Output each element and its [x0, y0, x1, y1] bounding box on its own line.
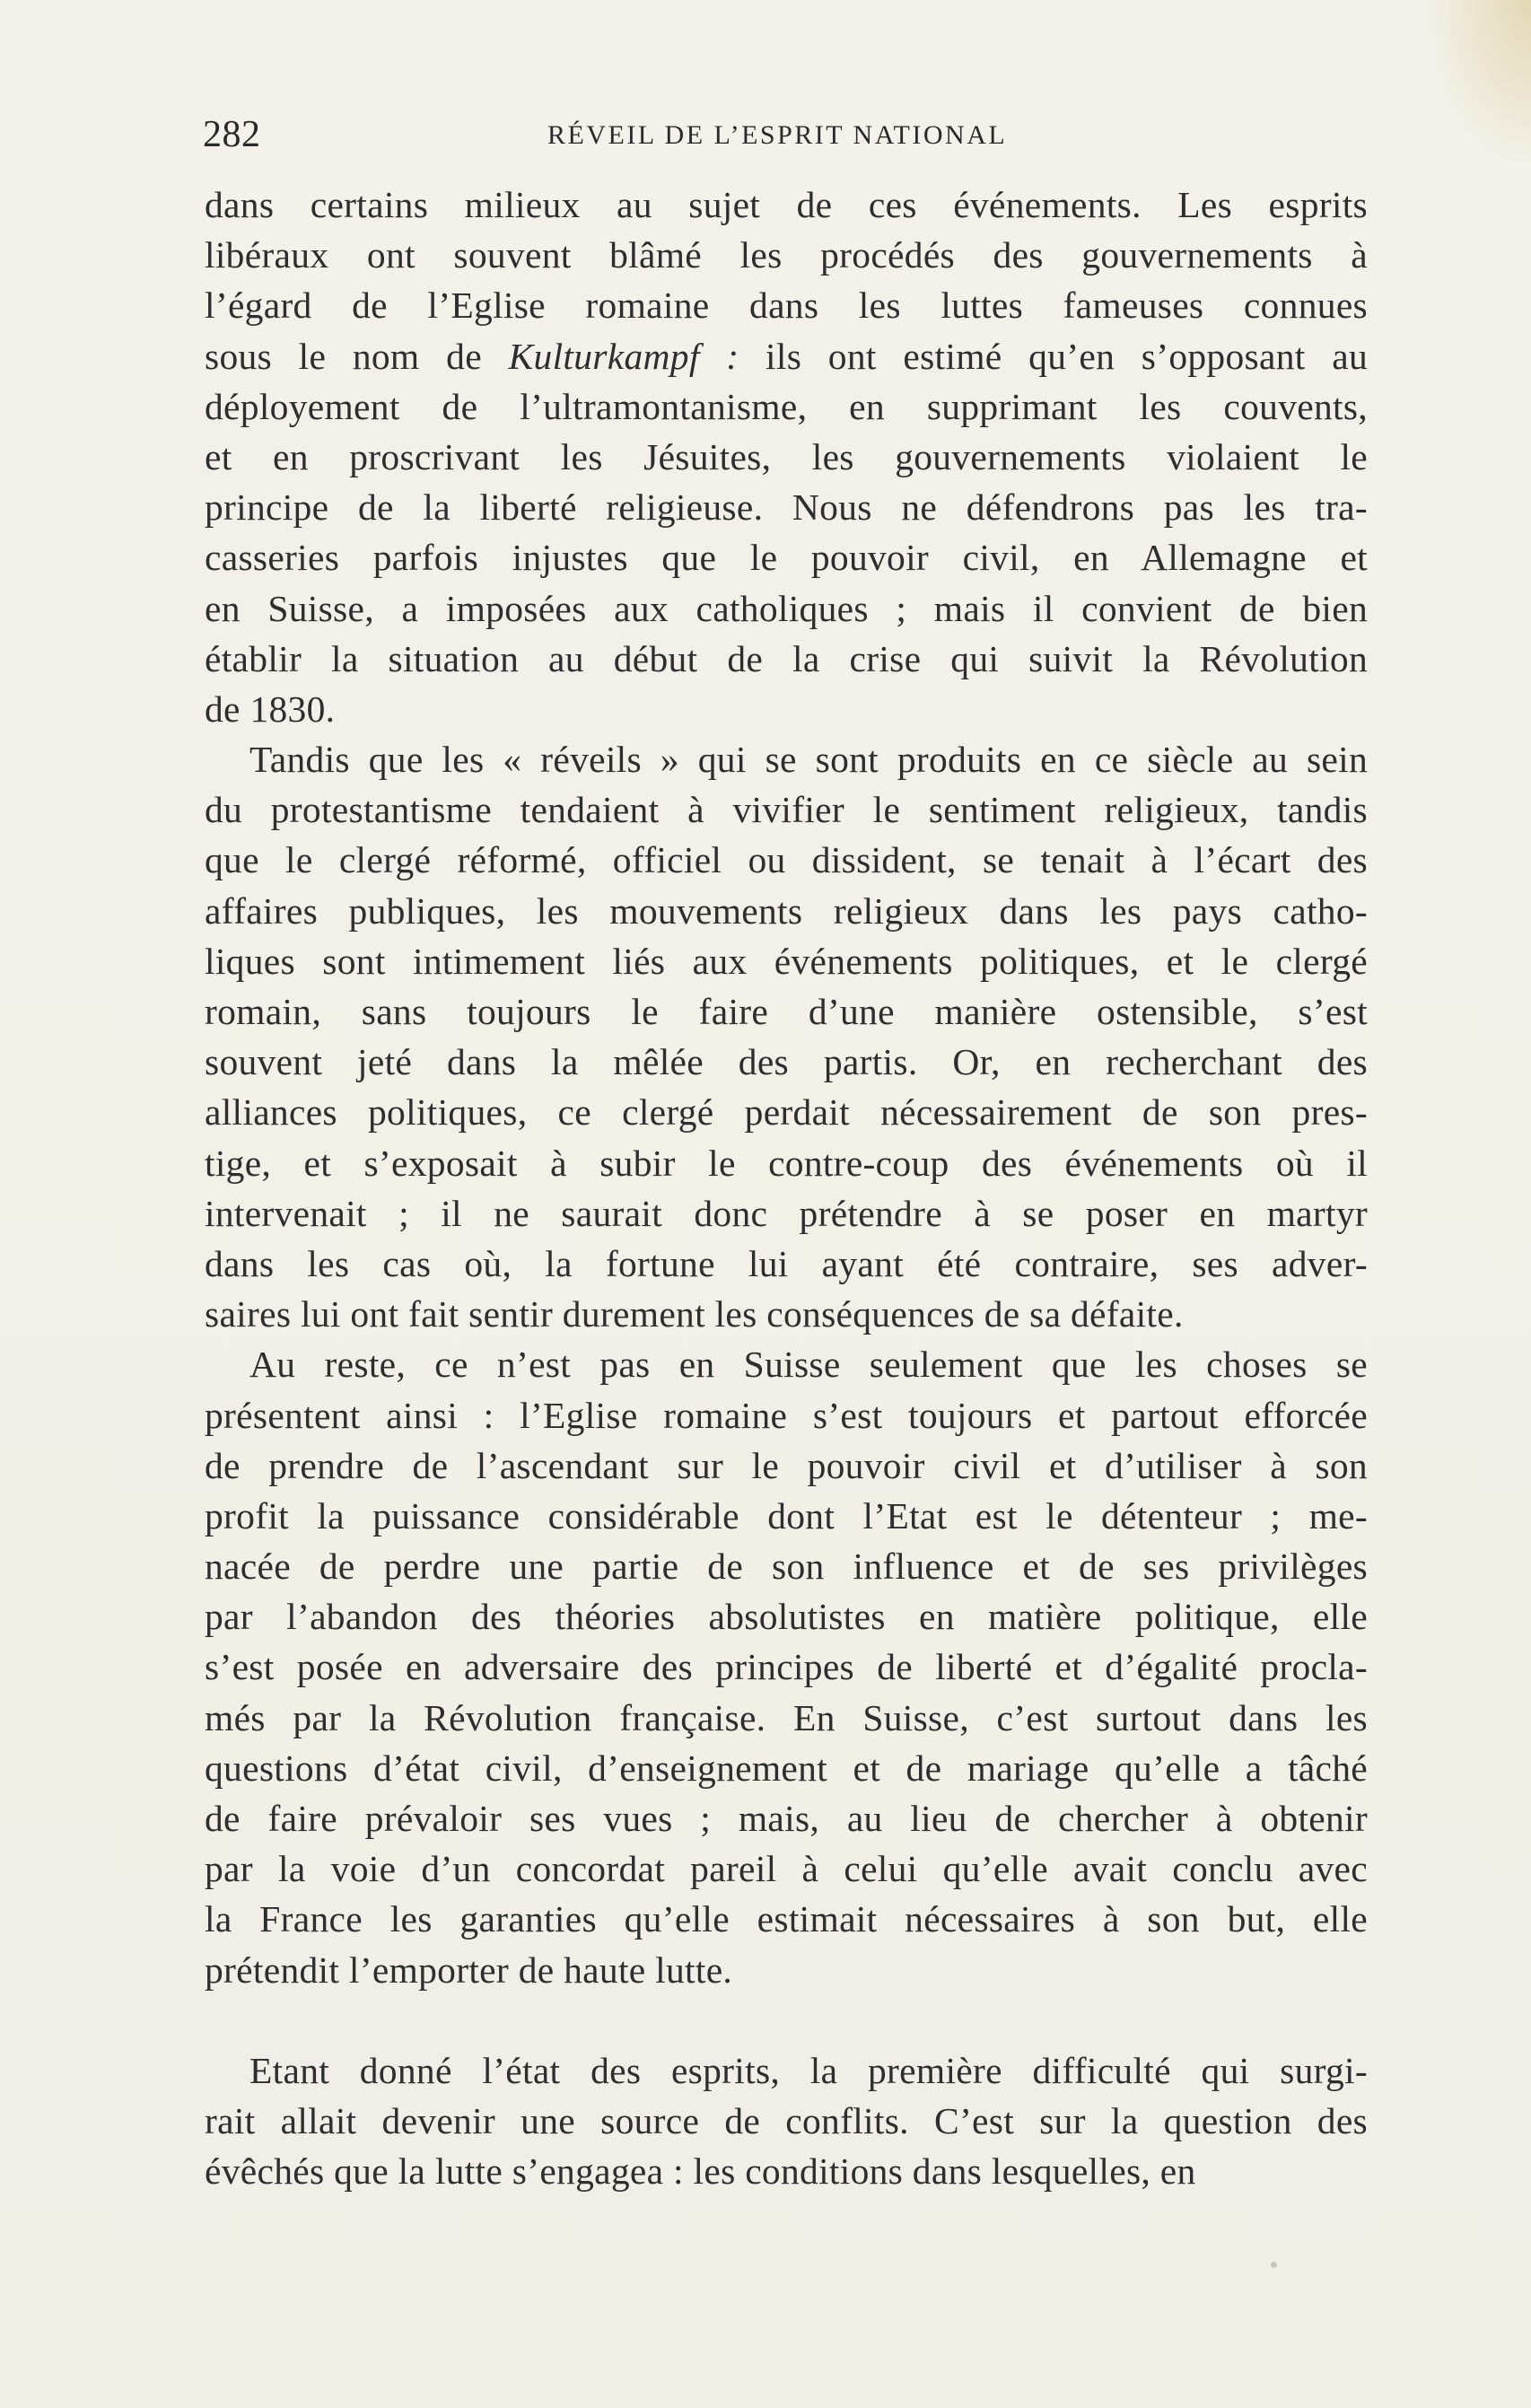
paragraph-1 [205, 180, 1368, 734]
text-line: de 1830. [205, 687, 336, 730]
text-line: présentent ainsi : l’Eglise romaine s’est toujours et partout efforcée [205, 1394, 1368, 1436]
text-line: dans les cas où, la fortune lui ayant été contraire, ses adver- [205, 1242, 1368, 1284]
text-line: l’égard de l’Eglise romaine dans les luttes fameuses connues [205, 285, 1368, 327]
text-line: en Suisse, a imposées aux catholiques ; mais il convient de bien [205, 587, 1368, 629]
text-line: souvent jeté dans la mêlée des partis. Or, en recherchant des [205, 1041, 1368, 1083]
text-line: que le clergé réformé, officiel ou dissident, se tenait à l’écart des [205, 839, 1368, 881]
text-line: més par la Révolution française. En Suisse, c’est surtout dans les [205, 1696, 1368, 1738]
text-line: par l’abandon des théories absolutistes en matière politique, elle [205, 1596, 1368, 1638]
text-line: du protestantisme tendaient à vivifier le sentiment religieux, tandis [205, 789, 1368, 831]
body-text [205, 180, 1368, 2196]
paragraph-gap [205, 1995, 1368, 2045]
text-line: profit la puissance considérable dont l’Etat est le détenteur ; me- [205, 1494, 1368, 1537]
text-line: tige, et s’exposait à subir le contre-coup des événements où il [205, 1142, 1368, 1184]
running-title: RÉVEIL DE L’ESPRIT NATIONAL [547, 120, 1008, 150]
text-line: s’est posée en adversaire des principes de liberté et d’égalité procla- [205, 1646, 1368, 1688]
text-line: et en proscrivant les Jésuites, les gouvernements violaient le [205, 435, 1368, 477]
text-line: rait allait devenir une source de conflits. C’est sur la question des [205, 2099, 1368, 2141]
text-line: prétendit l’emporter de haute lutte. [205, 1948, 733, 1991]
text-line: libéraux ont souvent blâmé les procédés des gouvernements à [205, 234, 1368, 276]
text-line: intervenait ; il ne saurait donc prétendre à se poser en martyr [205, 1192, 1368, 1234]
paper-speck [1271, 2262, 1277, 2268]
text-line: établir la situation au début de la crise qui suivit la Révolution [205, 637, 1368, 679]
text-line: Tandis que les « réveils » qui se sont produits en ce siècle au sein [249, 739, 1368, 781]
text-line: nacée de perdre une partie de son influence et de ses privilèges [205, 1545, 1368, 1588]
text-line: sous le nom de Kulturkampf : ils ont estimé qu’en s’opposant au [205, 335, 1368, 377]
text-line: liques sont intimement liés aux événements politiques, et le clergé [205, 940, 1368, 982]
text-line: Au reste, ce n’est pas en Suisse seulement que les choses se [249, 1344, 1368, 1386]
text-line: affaires publiques, les mouvements religieux dans les pays catho- [205, 889, 1368, 932]
text-line: Etant donné l’état des esprits, la première difficulté qui surgi- [249, 2049, 1368, 2091]
text-line: romain, sans toujours le faire d’une manière ostensible, s’est [205, 991, 1368, 1032]
page-header [203, 113, 1369, 158]
text-line: principe de la liberté religieuse. Nous ne défendrons pas les tra- [205, 486, 1368, 529]
text-line: dans certains milieux au sujet de ces événements. Les esprits [205, 184, 1368, 225]
page-number: 282 [203, 114, 261, 155]
text-line: de prendre de l’ascendant sur le pouvoir civil et d’utiliser à son [205, 1444, 1368, 1486]
text-line: par la voie d’un concordat pareil à celui qu’elle avait conclu avec [205, 1848, 1368, 1890]
text-line: saires lui ont fait sentir durement les conséquences de sa défaite. [205, 1293, 1184, 1335]
text-line: de faire prévaloir ses vues ; mais, au lieu de chercher à obtenir [205, 1798, 1368, 1839]
text-line: déployement de l’ultramontanisme, en supprimant les couvents, [205, 385, 1368, 427]
paragraph-2 [205, 734, 1368, 1339]
text-line: évêchés que la lutte s’engagea : les conditions dans lesquelles, en [205, 2150, 1196, 2193]
text-line: alliances politiques, ce clergé perdait nécessairement de son pres- [205, 1091, 1368, 1134]
text-line: casseries parfois injustes que le pouvoir civil, en Allemagne et [205, 537, 1368, 579]
text-line: questions d’état civil, d’enseignement et de mariage qu’elle a tâché [205, 1747, 1368, 1789]
paragraph-3 [205, 1339, 1368, 1994]
text-line: la France les garanties qu’elle estimait nécessaires à son but, elle [205, 1898, 1368, 1940]
paragraph-4 [205, 2045, 1368, 2197]
